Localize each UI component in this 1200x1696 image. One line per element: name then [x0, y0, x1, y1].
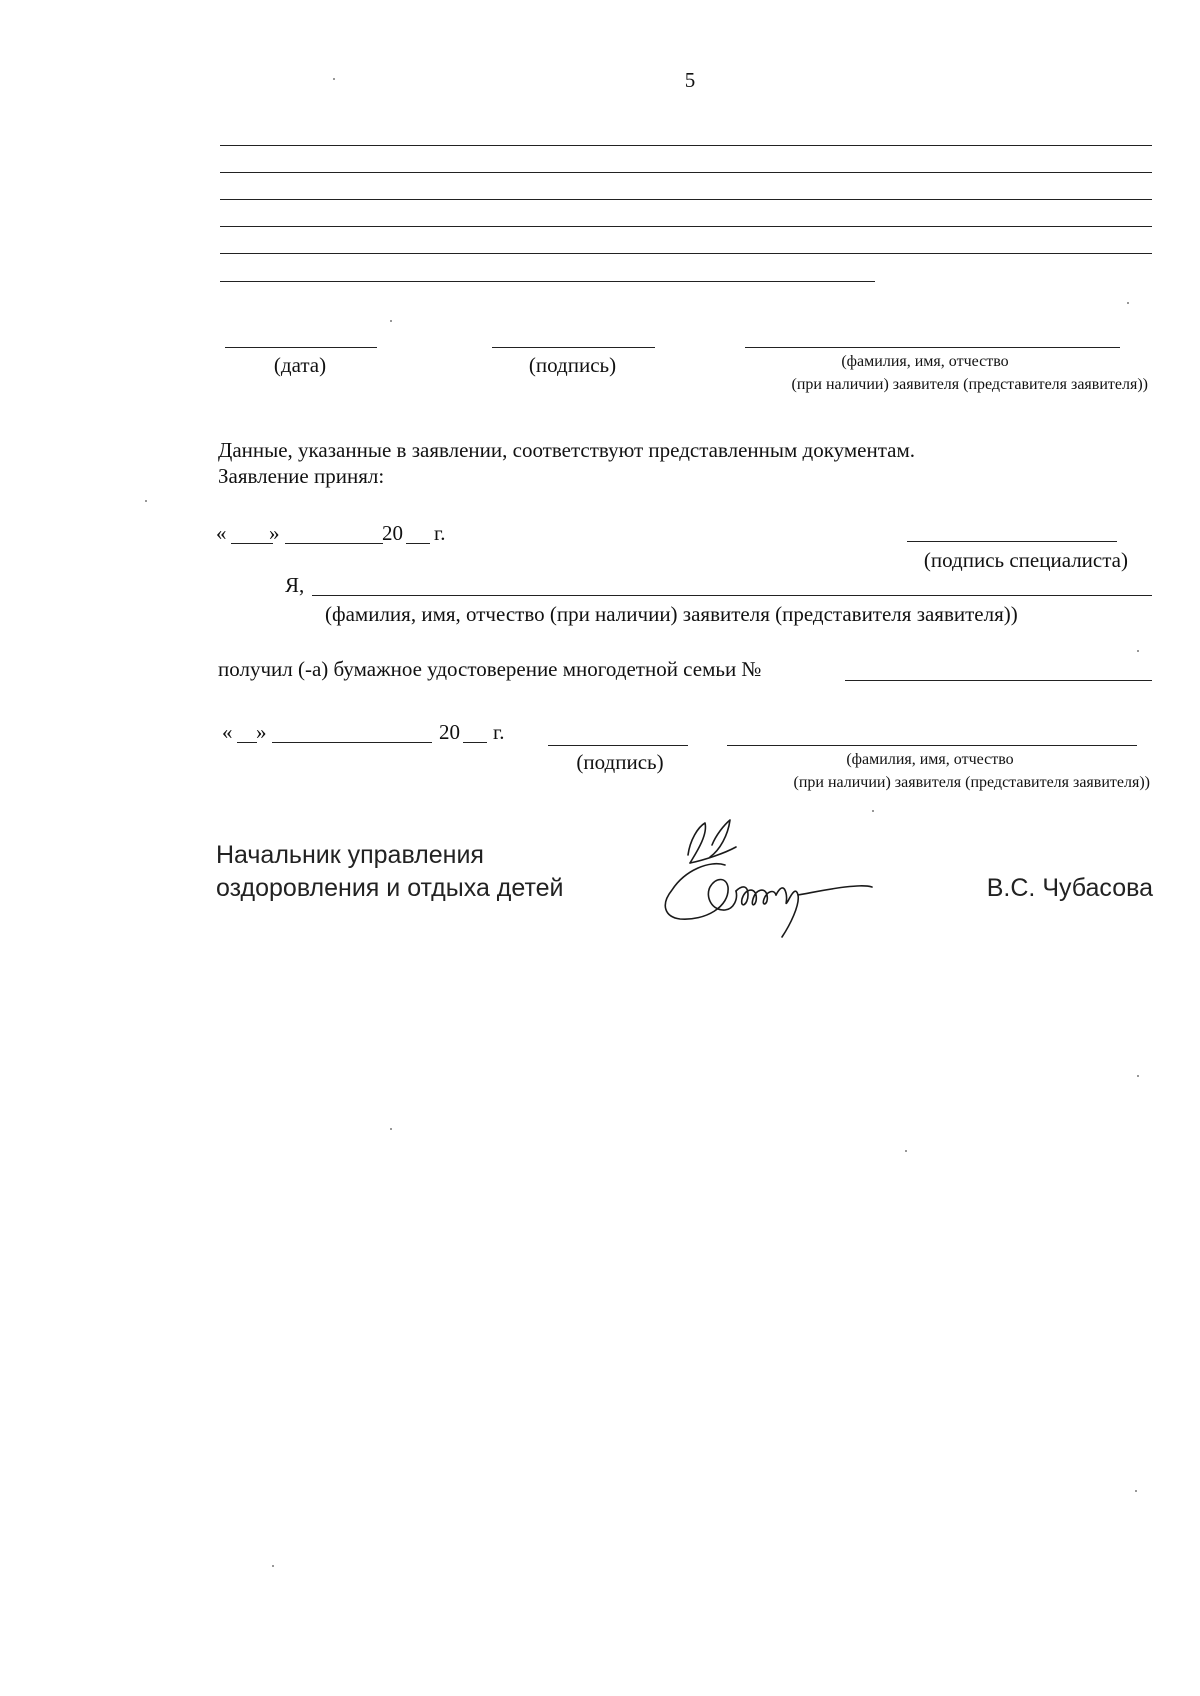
verification-line1: Данные, указанные в заявлении, соответствуют представленным документам.	[218, 438, 915, 462]
handwritten-signature	[650, 815, 885, 940]
date-line	[225, 347, 377, 348]
position-line1: Начальник управления	[216, 841, 484, 869]
date-caption: (дата)	[273, 353, 327, 377]
specialist-caption: (подпись специалиста)	[923, 548, 1128, 572]
fio-line	[745, 347, 1120, 348]
day-line	[237, 742, 257, 743]
blank-line	[220, 172, 1152, 173]
speck	[390, 1128, 392, 1130]
fio-caption-line1: (фамилия, имя, отчество	[841, 353, 1009, 370]
receipt-fio-caption-line1: (фамилия, имя, отчество	[846, 751, 1014, 768]
year-suffix: г.	[493, 720, 505, 744]
blank-line	[220, 226, 1152, 227]
blank-line	[220, 145, 1152, 146]
speck	[1135, 1490, 1137, 1492]
speck	[905, 1150, 907, 1152]
receiver-fio-caption: (фамилия, имя, отчество (при наличии) заявителя (представителя заявителя))	[325, 602, 1018, 626]
received-text: получил (-а) бумажное удостоверение многодетной семьи №	[218, 657, 762, 681]
quote-close: »	[256, 720, 267, 744]
quote-open: «	[216, 521, 227, 545]
year-line	[463, 742, 487, 743]
speck	[1137, 650, 1139, 652]
receipt-signature-line	[548, 745, 688, 746]
fio-caption-line2: (при наличии) заявителя (представителя заявителя))	[791, 376, 1148, 393]
year-suffix: г.	[434, 521, 446, 545]
speck	[872, 810, 874, 812]
year-prefix: 20	[382, 521, 403, 545]
speck	[333, 78, 335, 80]
ya-label: Я,	[285, 573, 305, 597]
year-prefix: 20	[439, 720, 460, 744]
blank-line	[220, 281, 875, 282]
verification-line2: Заявление принял:	[218, 464, 385, 488]
speck	[272, 1565, 274, 1567]
speck	[1127, 302, 1129, 304]
blank-line	[220, 253, 1152, 254]
receipt-fio-caption-line2: (при наличии) заявителя (представителя заявителя))	[793, 774, 1150, 791]
signature-caption: (подпись)	[528, 353, 617, 377]
certificate-number-line	[845, 680, 1152, 681]
blank-line	[220, 199, 1152, 200]
quote-open: «	[222, 720, 233, 744]
position-line2: оздоровления и отдыха детей	[216, 874, 564, 902]
receipt-signature-caption: (подпись)	[576, 750, 664, 774]
day-line	[231, 543, 273, 544]
signature-line	[492, 347, 655, 348]
month-line	[285, 543, 383, 544]
month-line	[272, 742, 432, 743]
year-line	[406, 543, 430, 544]
specialist-signature-line	[907, 541, 1117, 542]
page-number: 5	[684, 68, 696, 92]
speck	[145, 500, 147, 502]
speck	[1137, 1075, 1139, 1077]
signatory-name: В.С. Чубасова	[986, 874, 1153, 902]
speck	[390, 320, 392, 322]
receiver-fio-line	[312, 595, 1152, 596]
receipt-fio-line	[727, 745, 1137, 746]
quote-close: »	[269, 521, 280, 545]
